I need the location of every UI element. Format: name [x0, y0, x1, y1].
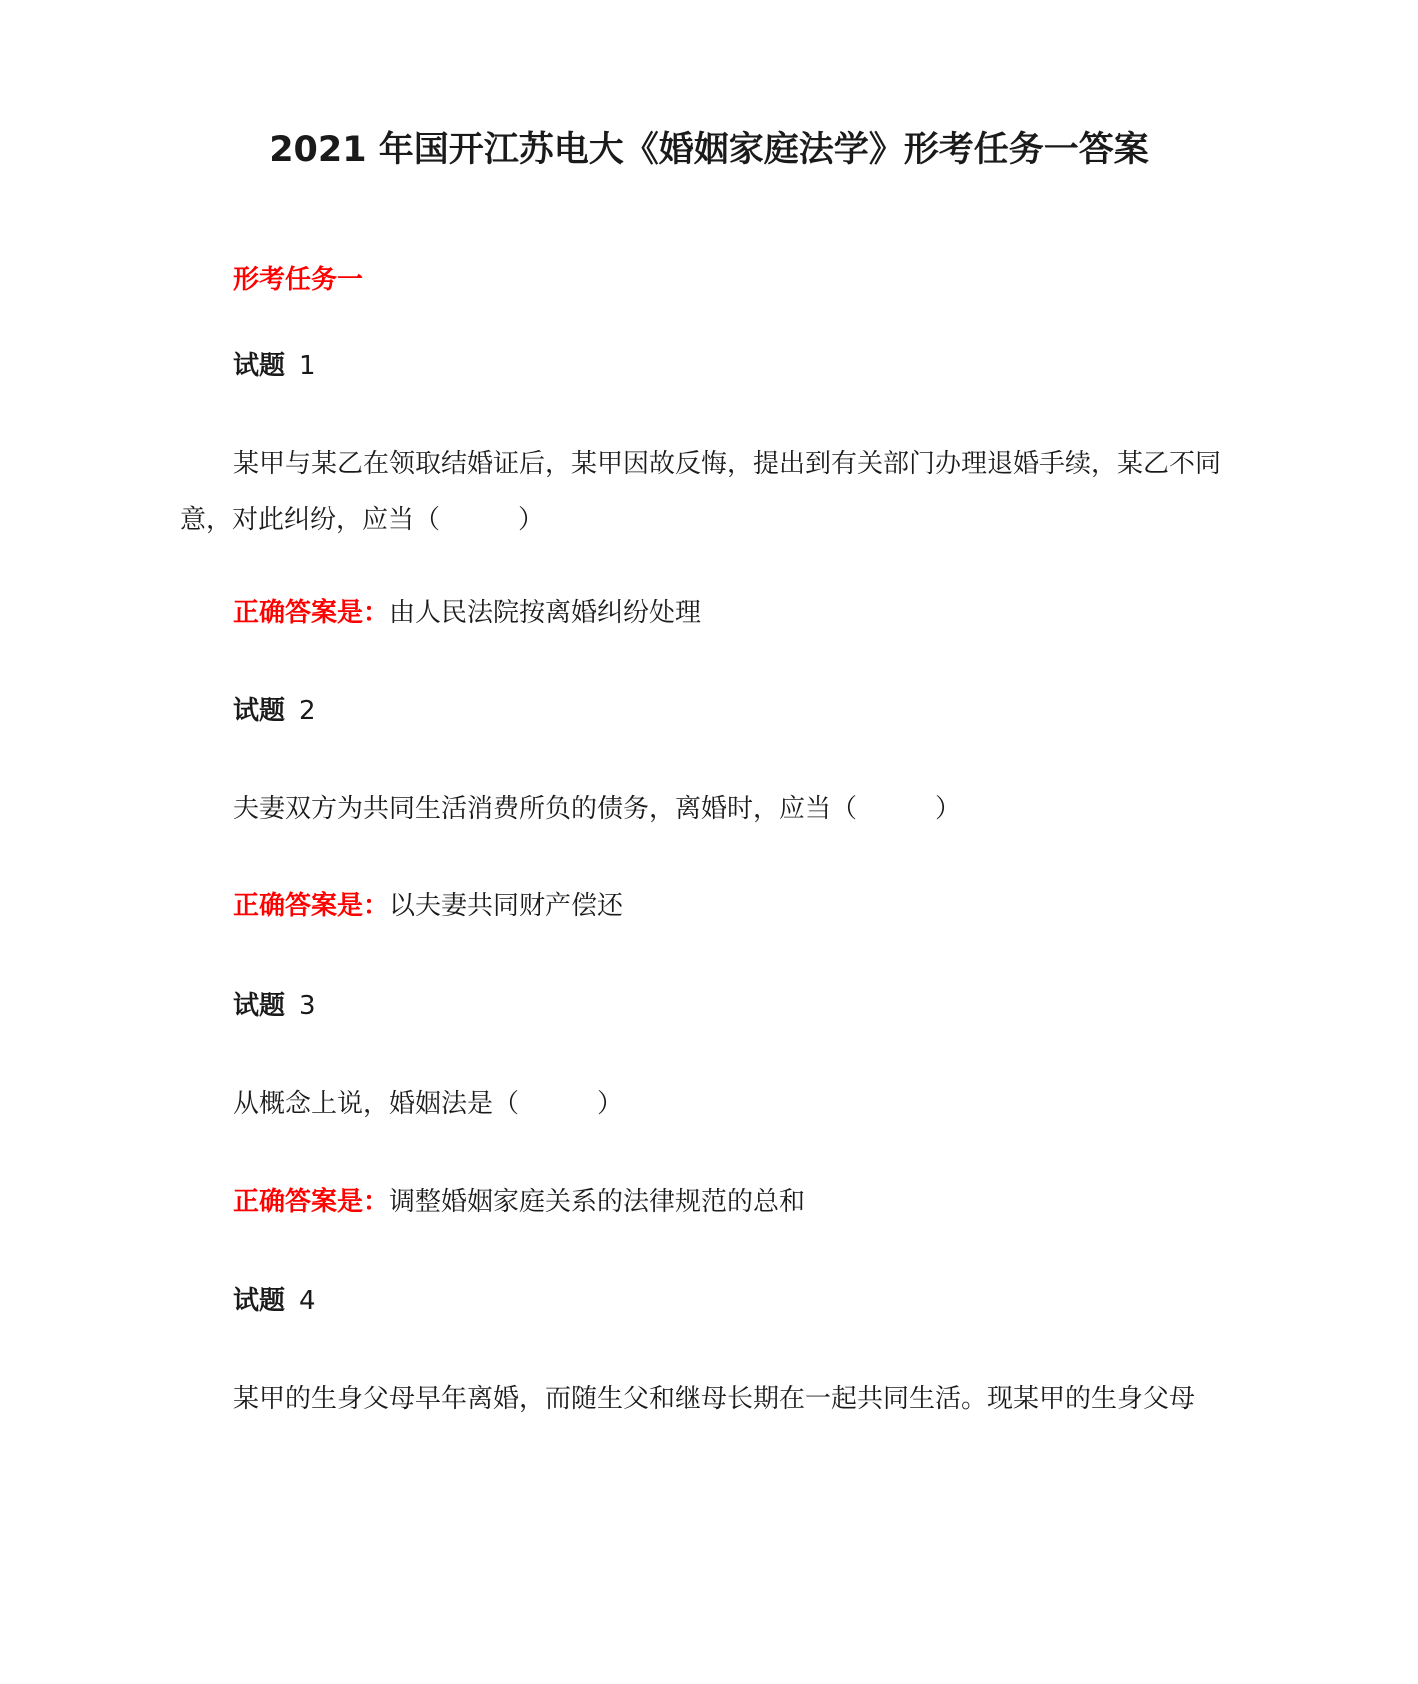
question-label-text: 试题: [233, 351, 286, 381]
question-1-label: [233, 349, 316, 383]
question-label-text: 试题: [233, 991, 286, 1021]
answer-text: 以夫妻共同财产偿还: [389, 891, 624, 921]
question-number: 4: [299, 1286, 316, 1316]
section-heading: 形考任务一: [233, 265, 364, 295]
question-number: 1: [299, 351, 316, 381]
question-label-text: 试题: [233, 1286, 286, 1316]
question-1-text: 某甲与某乙在领取结婚证后，某甲因故反悔，提出到有关部门办理退婚手续，某乙不同意，对此纠纷，应当（ ）: [180, 449, 1222, 535]
answer-label: 正确答案是：: [233, 1187, 390, 1217]
document-title: 2021 年国开江苏电大《婚姻家庭法学》形考任务一答案: [269, 130, 1149, 170]
question-2-label: [233, 694, 316, 728]
question-4-text: 某甲的生身父母早年离婚，而随生父和继母长期在一起共同生活。现某甲的生身父母: [233, 1384, 1196, 1414]
question-number: 2: [299, 696, 316, 726]
question-4-label: [233, 1284, 316, 1318]
answer-label: 正确答案是：: [233, 598, 390, 628]
question-number: 3: [299, 991, 316, 1021]
answer-label: 正确答案是：: [233, 891, 390, 921]
question-2-text: 夫妻双方为共同生活消费所负的债务，离婚时，应当（ ）: [233, 794, 962, 824]
question-2-answer: [233, 889, 623, 923]
answer-text: 由人民法院按离婚纠纷处理: [389, 598, 702, 628]
question-3-answer: [233, 1185, 805, 1219]
question-3-label: [233, 989, 316, 1023]
question-label-text: 试题: [233, 696, 286, 726]
question-1-answer: [233, 596, 701, 630]
question-3-text: 从概念上说，婚姻法是（ ）: [233, 1089, 624, 1119]
answer-text: 调整婚姻家庭关系的法律规范的总和: [389, 1187, 806, 1217]
